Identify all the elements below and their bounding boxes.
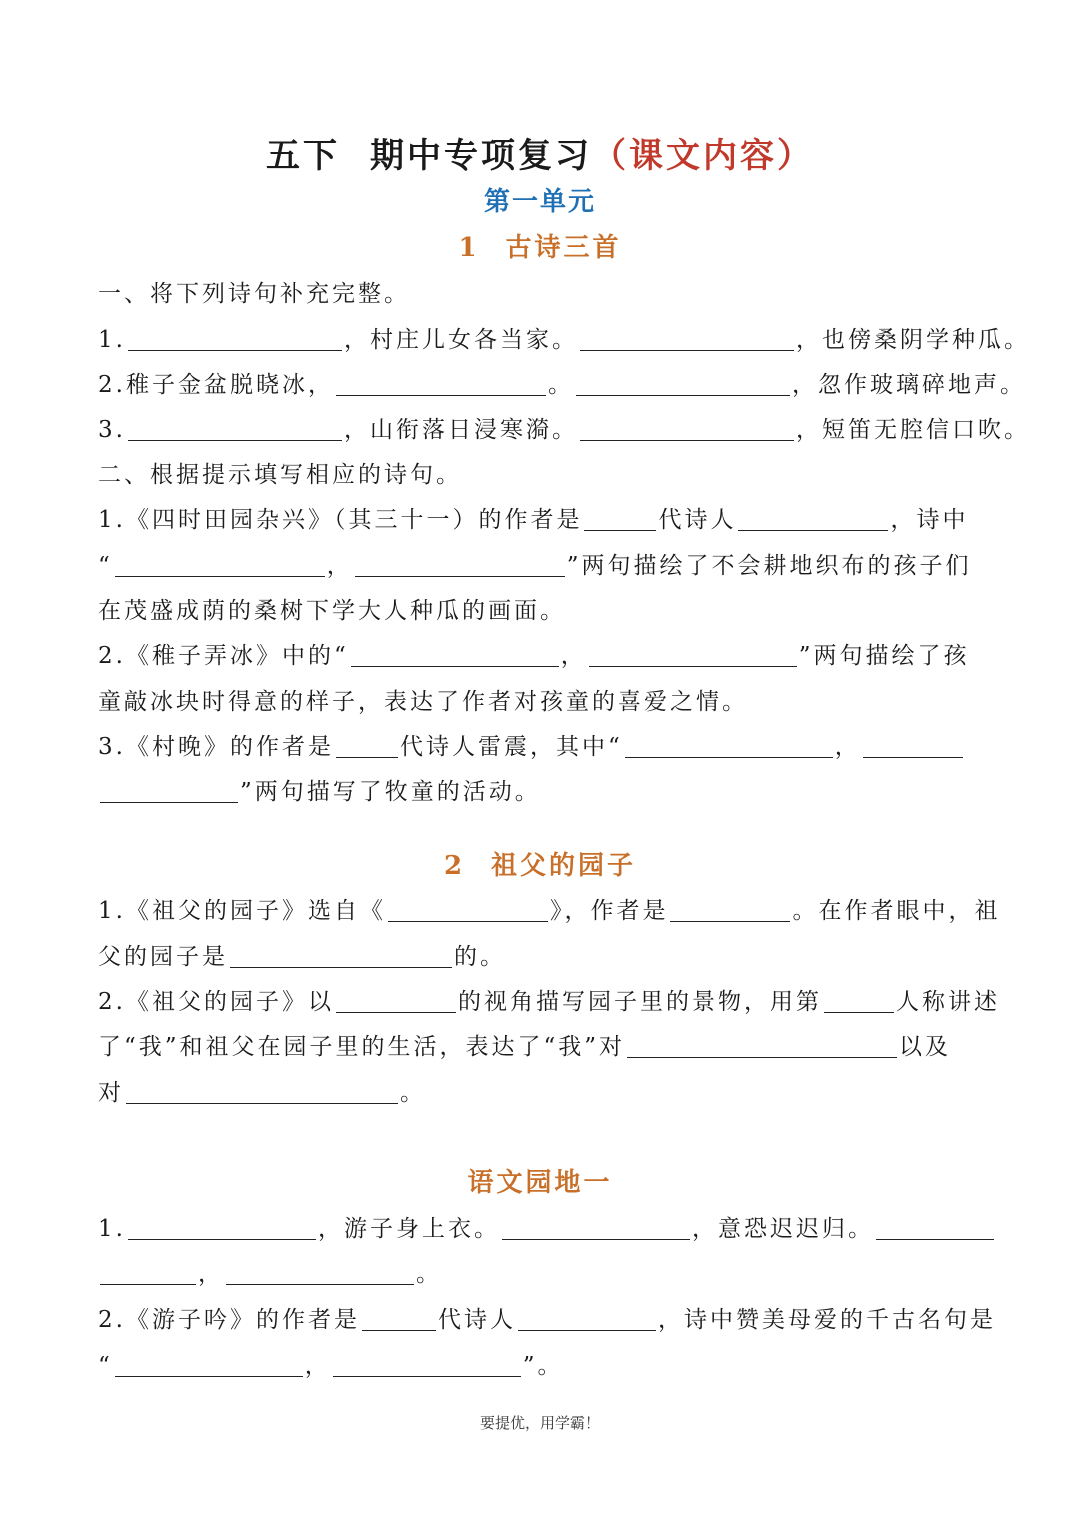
- part2-q3-line2: [98, 772, 988, 812]
- answer-blank[interactable]: [115, 550, 325, 577]
- answer-blank[interactable]: [580, 324, 794, 351]
- text-segment: 了“我”和祖父在园子里的生活，表达了“我”对: [98, 1034, 626, 1060]
- text-segment: ，: [834, 734, 861, 760]
- garden-q2-line2: [98, 1346, 988, 1386]
- answer-blank[interactable]: [128, 324, 342, 351]
- text-segment: ”两句描绘了不会耕地织布的孩子们: [566, 553, 972, 579]
- text-segment: 代诗人: [437, 1307, 516, 1333]
- text-segment: 2.: [98, 372, 126, 398]
- answer-blank[interactable]: [355, 550, 565, 577]
- text-segment: 《祖父的园子》以: [125, 989, 334, 1015]
- text-segment: 《祖父的园子》选自《: [125, 898, 386, 924]
- text-segment: 1: [458, 233, 480, 263]
- answer-blank[interactable]: [333, 1350, 521, 1377]
- lesson2-q1-line1: [98, 891, 1001, 931]
- title-main: 期中专项复习: [370, 136, 592, 176]
- answer-blank[interactable]: [738, 504, 888, 531]
- text-segment: ”。: [522, 1353, 564, 1379]
- text-segment: 祖父的园子: [491, 851, 637, 881]
- text-segment: 代诗人: [658, 507, 737, 533]
- garden-q1-line1: [98, 1209, 988, 1249]
- text-segment: ，: [560, 643, 587, 669]
- garden-heading: 语文园地一: [467, 1168, 613, 1198]
- footer-slogan: 要提优，用学霸！: [479, 1414, 600, 1432]
- text-segment: 1.: [98, 898, 126, 924]
- text-segment: ，忽作玻璃碎地声。: [791, 372, 1026, 398]
- answer-blank[interactable]: [336, 731, 398, 758]
- text-segment: 的。: [454, 944, 506, 970]
- answer-blank[interactable]: [351, 640, 559, 667]
- answer-blank[interactable]: [128, 1213, 316, 1240]
- lesson2-q1-line2: [98, 937, 988, 977]
- text-segment: 对: [98, 1080, 124, 1106]
- answer-blank[interactable]: [863, 731, 963, 758]
- text-segment: ，诗中赞美母爱的千古名句是: [657, 1307, 996, 1333]
- answer-blank[interactable]: [100, 1258, 196, 1285]
- text-segment: 。: [400, 1080, 426, 1106]
- text-segment: 3.: [98, 734, 126, 760]
- text-segment: ，游子身上衣。: [317, 1216, 500, 1242]
- part1-heading: 一、将下列诗句补充完整。: [98, 281, 410, 307]
- text-segment: 古诗三首: [505, 233, 622, 263]
- part2-q2-line2: 童敲冰块时得意的样子，表达了作者对孩童的喜爱之情。: [98, 689, 748, 715]
- answer-blank[interactable]: [625, 731, 833, 758]
- text-segment: 稚子金盆脱晓冰，: [125, 372, 334, 398]
- text-segment: 1.: [98, 327, 126, 353]
- text-segment: 2.: [98, 643, 126, 669]
- text-segment: 2.: [98, 989, 126, 1015]
- text-segment: ，村庄儿女各当家。: [343, 327, 578, 353]
- text-segment: 《稚子弄冰》中的“: [125, 643, 349, 669]
- part2-q1-line2: [98, 546, 988, 586]
- text-segment: 2: [443, 851, 466, 881]
- text-segment: 代诗人雷震，其中“: [399, 734, 623, 760]
- lesson2-q2-line2: [98, 1027, 988, 1067]
- answer-blank[interactable]: [584, 504, 656, 531]
- text-segment: 。: [547, 372, 574, 398]
- text-segment: 。: [416, 1261, 442, 1287]
- text-segment: 以及: [899, 1034, 952, 1060]
- text-segment: 人称讲述: [895, 989, 1000, 1015]
- text-segment: 1.: [98, 1216, 126, 1242]
- answer-blank[interactable]: [589, 640, 797, 667]
- text-segment: 父的园子是: [98, 944, 228, 970]
- text-segment: ，短笛无腔信口吹。: [795, 417, 1030, 443]
- text-segment: 2.: [98, 1307, 126, 1333]
- text-segment: ，: [326, 553, 353, 579]
- answer-blank[interactable]: [362, 1304, 436, 1331]
- part2-q2-line1: [98, 636, 988, 676]
- text-segment: 《四时田园杂兴》（其三十一）的作者是: [125, 507, 583, 533]
- lesson-2-heading: [0, 844, 1080, 888]
- answer-blank[interactable]: [128, 414, 342, 441]
- answer-blank[interactable]: [226, 1258, 414, 1285]
- part1-q2: [98, 365, 1026, 405]
- text-segment: 》，作者是: [549, 898, 669, 924]
- text-segment: 的视角描写园子里的景物，用第: [457, 989, 822, 1015]
- text-segment: ，诗中: [890, 507, 969, 533]
- answer-blank[interactable]: [876, 1213, 994, 1240]
- garden-q1-line2: [98, 1254, 988, 1294]
- answer-blank[interactable]: [627, 1031, 897, 1058]
- answer-blank[interactable]: [230, 941, 452, 968]
- text-segment: ，也傍桑阴学种瓜。: [795, 327, 1030, 353]
- part1-q1: [98, 320, 1030, 360]
- answer-blank[interactable]: [336, 369, 546, 396]
- lesson-1-heading: [0, 226, 1080, 270]
- part1-q3: [98, 410, 1030, 450]
- page-title: [0, 128, 1080, 184]
- part2-heading: 二、根据提示填写相应的诗句。: [98, 462, 462, 488]
- text-segment: “: [98, 553, 113, 579]
- text-segment: “: [98, 1353, 113, 1379]
- answer-blank[interactable]: [336, 986, 456, 1013]
- answer-blank[interactable]: [100, 776, 238, 803]
- text-segment: ，意恐迟迟归。: [691, 1216, 874, 1242]
- lesson2-q2-line3: [98, 1073, 988, 1113]
- text-segment: 《游子吟》的作者是: [125, 1307, 360, 1333]
- text-segment: ，: [198, 1261, 224, 1287]
- lesson2-q2-line1: [98, 982, 1000, 1022]
- text-segment: 《村晚》的作者是: [125, 734, 334, 760]
- answer-blank[interactable]: [670, 895, 790, 922]
- text-segment: ，: [304, 1353, 331, 1379]
- answer-blank[interactable]: [388, 895, 548, 922]
- part2-q1-line1: [98, 500, 988, 540]
- title-grade: 五下: [266, 136, 340, 176]
- answer-blank[interactable]: [576, 369, 790, 396]
- answer-blank[interactable]: [518, 1304, 656, 1331]
- text-segment: ”两句描写了牧童的活动。: [240, 779, 541, 805]
- unit-heading: 第一单元: [483, 187, 596, 217]
- text-segment: 3.: [98, 417, 126, 443]
- title-sub: （课文内容）: [592, 136, 814, 176]
- part2-q1-line3: 在茂盛成荫的桑树下学大人种瓜的画面。: [98, 598, 566, 624]
- part2-q3-line1: [98, 727, 988, 767]
- answer-blank[interactable]: [126, 1077, 398, 1104]
- answer-blank[interactable]: [824, 986, 894, 1013]
- answer-blank[interactable]: [580, 414, 794, 441]
- answer-blank[interactable]: [115, 1350, 303, 1377]
- text-segment: ”两句描绘了孩: [798, 643, 970, 669]
- text-segment: 。在作者眼中，祖: [792, 898, 1001, 924]
- text-segment: 1.: [98, 507, 126, 533]
- garden-q2-line1: [98, 1300, 996, 1340]
- answer-blank[interactable]: [502, 1213, 690, 1240]
- text-segment: ，山衔落日浸寒漪。: [343, 417, 578, 443]
